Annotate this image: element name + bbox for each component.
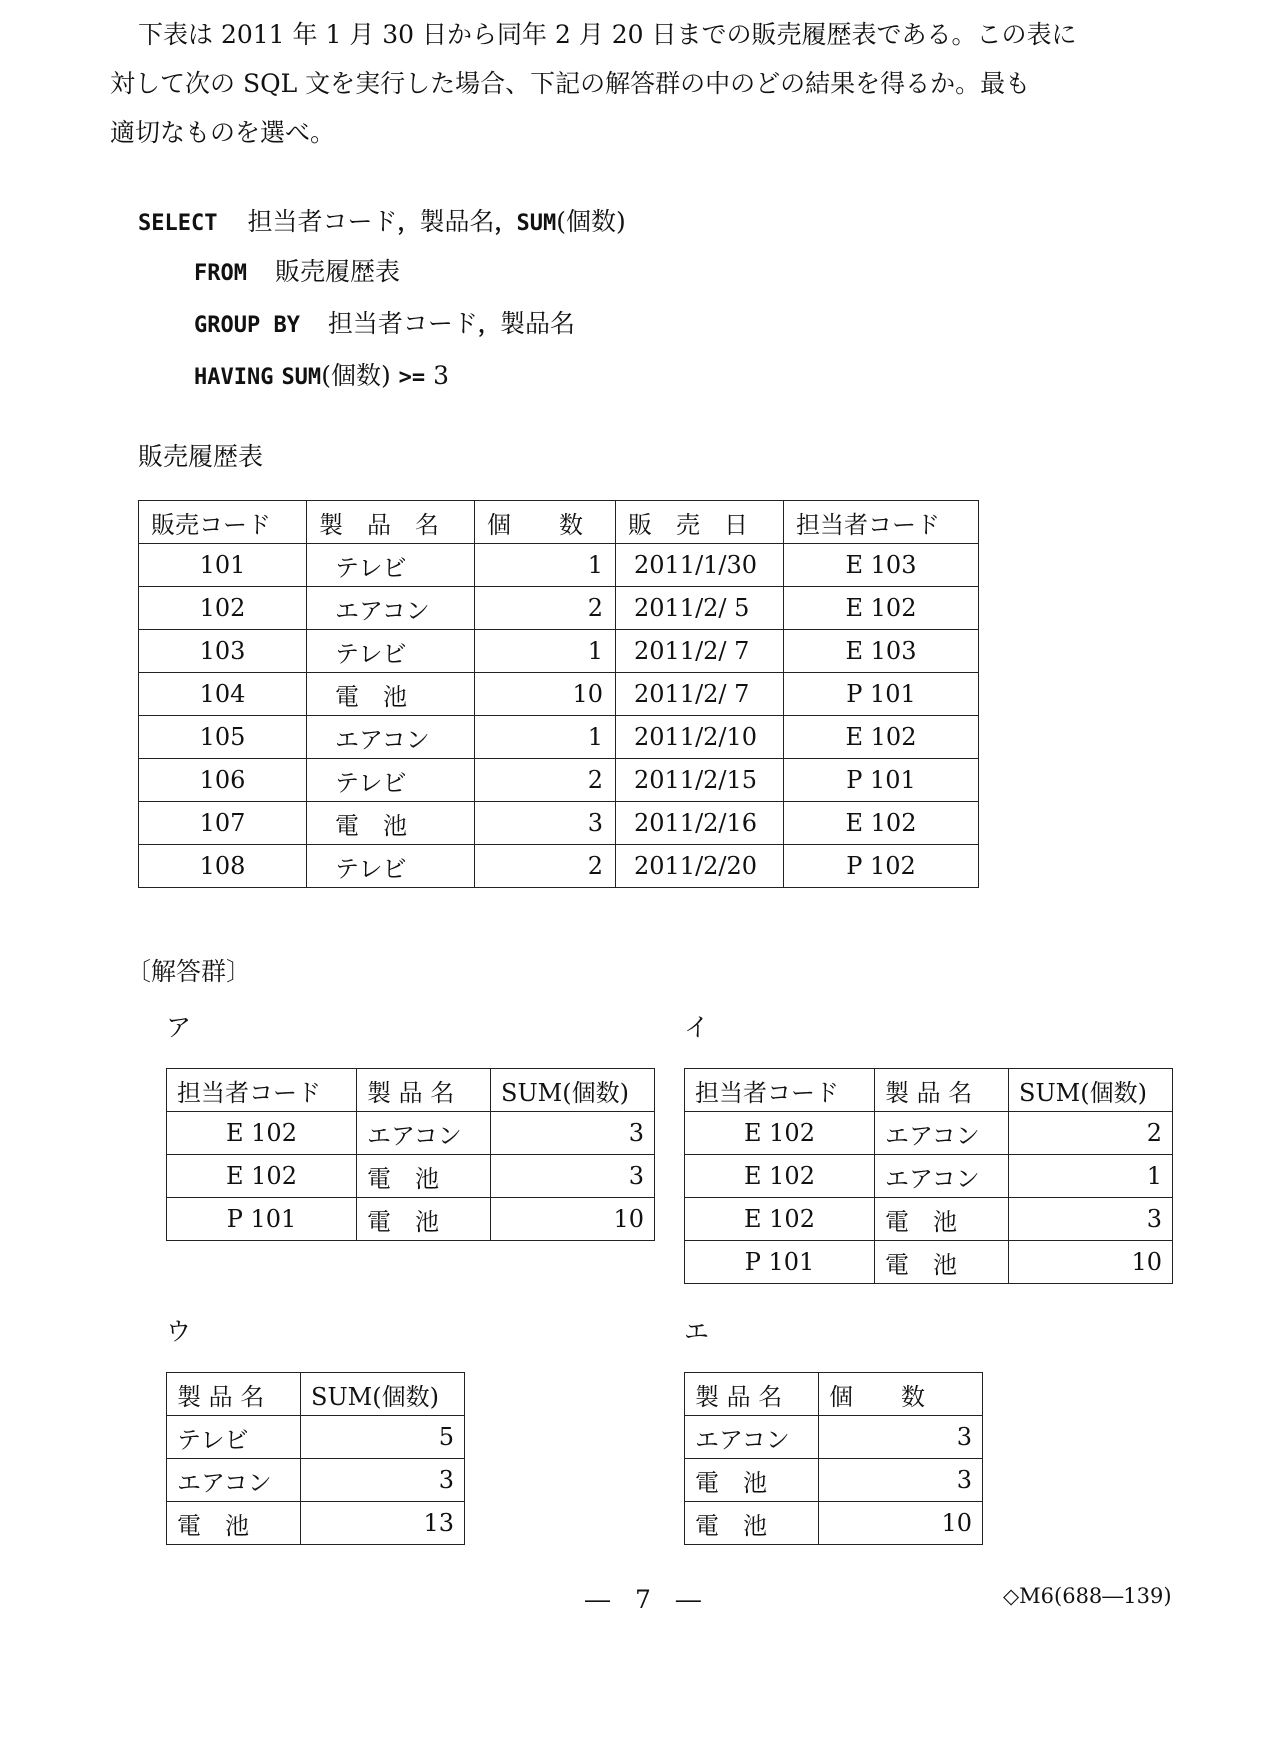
table-cell: 電 池 <box>875 1241 1009 1284</box>
table-header-cell: SUM(個数) <box>301 1373 465 1416</box>
sql-select-line <box>138 206 626 240</box>
table-cell: エアコン <box>357 1112 491 1155</box>
table-cell: 電 池 <box>875 1198 1009 1241</box>
table-cell: 電 池 <box>685 1459 819 1502</box>
table-cell: エアコン <box>307 716 475 759</box>
option-i-label: イ <box>684 1013 710 1042</box>
table-cell: 106 <box>139 759 307 802</box>
table-header-cell: 担当者コード <box>685 1069 875 1112</box>
table-row <box>685 1198 1173 1241</box>
table-header-row <box>139 501 979 544</box>
table-cell: 2 <box>475 587 616 630</box>
table-cell: 101 <box>139 544 307 587</box>
table-header-cell: 担当者コード <box>784 501 979 544</box>
sql-from-table: 販売履歴表 <box>274 257 400 286</box>
table-row <box>139 845 979 888</box>
table-cell: E 103 <box>784 630 979 673</box>
table-cell: 電 池 <box>357 1198 491 1241</box>
table-cell: エアコン <box>875 1112 1009 1155</box>
sql-keyword-sum: SUM <box>281 365 322 390</box>
option-a-label: ア <box>166 1013 192 1042</box>
table-cell: 107 <box>139 802 307 845</box>
table-row <box>139 673 979 716</box>
table-cell: 電 池 <box>307 673 475 716</box>
table-cell: 102 <box>139 587 307 630</box>
table-row <box>167 1155 655 1198</box>
sql-select-column-a: 担当者コード <box>247 207 398 236</box>
table-cell: 1 <box>475 630 616 673</box>
sql-sum-argument: (個数) <box>556 207 626 236</box>
table-cell: 108 <box>139 845 307 888</box>
table-cell: 3 <box>301 1459 465 1502</box>
table-cell: 電 池 <box>307 802 475 845</box>
page-number: ― 7 ― <box>585 1585 701 1614</box>
table-cell: エアコン <box>875 1155 1009 1198</box>
table-header-cell: 製 品 名 <box>875 1069 1009 1112</box>
table-cell: 3 <box>491 1155 655 1198</box>
table-cell: 13 <box>301 1502 465 1545</box>
table-row <box>139 802 979 845</box>
option-a-table <box>166 1068 655 1241</box>
table-cell: 2011/2/15 <box>616 759 784 802</box>
table-cell: 1 <box>1009 1155 1173 1198</box>
table-header-row <box>167 1373 465 1416</box>
sql-keyword-having: HAVING <box>194 365 274 390</box>
table-header-cell: SUM(個数) <box>1009 1069 1173 1112</box>
sql-from-line <box>194 256 400 290</box>
sql-comma: ， <box>477 313 500 338</box>
table-cell: 電 池 <box>357 1155 491 1198</box>
table-cell: E 102 <box>784 716 979 759</box>
table-cell: E 102 <box>685 1112 875 1155</box>
table-cell: テレビ <box>307 544 475 587</box>
sql-having-value: 3 <box>433 361 450 390</box>
sql-keyword-sum: SUM <box>516 211 557 236</box>
question-paragraph <box>110 10 1178 157</box>
table-header-cell: SUM(個数) <box>491 1069 655 1112</box>
sales-history-table <box>138 500 979 888</box>
table-cell: 2 <box>475 759 616 802</box>
sql-group-column-b: 製品名 <box>499 309 575 338</box>
table-cell: エアコン <box>167 1459 301 1502</box>
sql-comma: ， <box>397 211 420 236</box>
table-row <box>685 1459 983 1502</box>
table-cell: P 101 <box>784 759 979 802</box>
table-header-cell: 担当者コード <box>167 1069 357 1112</box>
table-cell: E 102 <box>167 1155 357 1198</box>
table-cell: 10 <box>491 1198 655 1241</box>
table-row <box>167 1416 465 1459</box>
table-cell: 2011/2/20 <box>616 845 784 888</box>
table-cell: テレビ <box>307 630 475 673</box>
table-cell: 2011/2/ 7 <box>616 673 784 716</box>
table-row <box>685 1112 1173 1155</box>
question-line-3: 適切なものを選べ。 <box>110 118 336 147</box>
table-cell: 2011/2/ 7 <box>616 630 784 673</box>
sales-table-caption: 販売履歴表 <box>138 442 264 471</box>
table-row <box>685 1241 1173 1284</box>
table-cell: P 101 <box>167 1198 357 1241</box>
table-header-cell: 製 品 名 <box>685 1373 819 1416</box>
table-row <box>685 1416 983 1459</box>
table-header-cell: 個 数 <box>475 501 616 544</box>
table-cell: 2011/1/30 <box>616 544 784 587</box>
question-line-2: 対して次の SQL 文を実行した場合、下記の解答群の中のどの結果を得るか。最も <box>110 69 1031 98</box>
table-row <box>685 1155 1173 1198</box>
option-i-table <box>684 1068 1173 1284</box>
table-cell: テレビ <box>167 1416 301 1459</box>
table-cell: 1 <box>475 544 616 587</box>
table-cell: 3 <box>819 1459 983 1502</box>
table-row <box>139 544 979 587</box>
table-cell: P 102 <box>784 845 979 888</box>
sql-comma: ， <box>494 211 517 236</box>
table-cell: 10 <box>819 1502 983 1545</box>
sql-group-column-a: 担当者コード <box>327 309 478 338</box>
table-cell: 105 <box>139 716 307 759</box>
option-u-label: ウ <box>166 1317 192 1346</box>
table-cell: E 102 <box>685 1198 875 1241</box>
table-cell: 電 池 <box>685 1502 819 1545</box>
table-header-cell: 個 数 <box>819 1373 983 1416</box>
table-cell: E 102 <box>784 587 979 630</box>
table-cell: 103 <box>139 630 307 673</box>
table-cell: 104 <box>139 673 307 716</box>
table-cell: 10 <box>475 673 616 716</box>
sql-having-line <box>194 360 449 394</box>
table-cell: E 102 <box>685 1155 875 1198</box>
question-line-1: 下表は 2011 年 1 月 30 日から同年 2 月 20 日までの販売履歴表である。この表に <box>138 20 1077 49</box>
table-row <box>167 1459 465 1502</box>
table-row <box>139 630 979 673</box>
table-cell: 3 <box>1009 1198 1173 1241</box>
table-cell: テレビ <box>307 759 475 802</box>
table-header-cell: 製 品 名 <box>167 1373 301 1416</box>
table-cell: 電 池 <box>167 1502 301 1545</box>
table-cell: 3 <box>475 802 616 845</box>
table-cell: エアコン <box>307 587 475 630</box>
sql-group-line <box>194 308 575 342</box>
table-row <box>139 587 979 630</box>
table-cell: 2011/2/10 <box>616 716 784 759</box>
table-header-cell: 製 品 名 <box>307 501 475 544</box>
sql-keyword-group-by: GROUP BY <box>194 313 300 338</box>
table-row <box>167 1502 465 1545</box>
table-header-row <box>685 1373 983 1416</box>
table-cell: テレビ <box>307 845 475 888</box>
table-header-row <box>167 1069 655 1112</box>
table-cell: E 102 <box>167 1112 357 1155</box>
option-u-table <box>166 1372 465 1545</box>
option-e-label: エ <box>684 1317 710 1346</box>
table-cell: 5 <box>301 1416 465 1459</box>
table-cell: 2011/2/16 <box>616 802 784 845</box>
sql-having-argument: (個数) <box>321 361 391 390</box>
sql-keyword-select: SELECT <box>138 211 218 236</box>
table-row <box>139 716 979 759</box>
table-cell: 2011/2/ 5 <box>616 587 784 630</box>
table-cell: E 103 <box>784 544 979 587</box>
table-cell: 10 <box>1009 1241 1173 1284</box>
table-header-row <box>685 1069 1173 1112</box>
table-row <box>167 1112 655 1155</box>
table-row <box>139 759 979 802</box>
table-header-cell: 製 品 名 <box>357 1069 491 1112</box>
table-cell: 2 <box>475 845 616 888</box>
table-cell: E 102 <box>784 802 979 845</box>
table-row <box>685 1502 983 1545</box>
table-cell: 3 <box>819 1416 983 1459</box>
sql-keyword-from: FROM <box>194 261 247 286</box>
option-e-table <box>684 1372 983 1545</box>
table-cell: 2 <box>1009 1112 1173 1155</box>
sql-select-column-b: 製品名 <box>419 207 495 236</box>
sql-operator: >= <box>398 365 426 390</box>
table-cell: 1 <box>475 716 616 759</box>
table-header-cell: 販 売 日 <box>616 501 784 544</box>
table-cell: P 101 <box>784 673 979 716</box>
table-cell: P 101 <box>685 1241 875 1284</box>
answer-group-caption: 〔解答群〕 <box>126 957 252 986</box>
table-cell: 3 <box>491 1112 655 1155</box>
table-row <box>167 1198 655 1241</box>
table-header-cell: 販売コード <box>139 501 307 544</box>
table-cell: エアコン <box>685 1416 819 1459</box>
exam-code: ◇M6(688―139) <box>1003 1584 1172 1608</box>
